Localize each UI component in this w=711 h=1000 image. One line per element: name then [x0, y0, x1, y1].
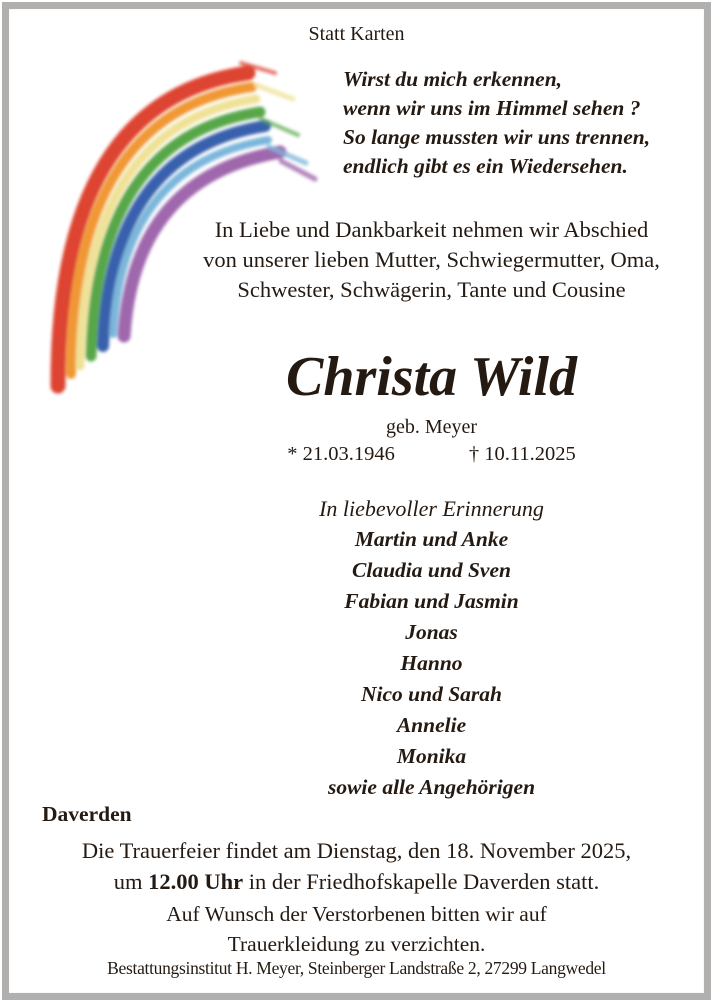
maiden-name: geb. Meyer: [385, 416, 478, 438]
service-info-line: [9, 866, 704, 897]
service-info: [9, 835, 704, 897]
farewell-intro: [159, 215, 704, 305]
deceased-name: Christa Wild: [285, 346, 578, 408]
service-time: 12.00 Uhr: [148, 869, 244, 894]
poem-line: wenn wir uns im Himmel sehen ?: [343, 96, 641, 120]
statt-karten-note: Statt Karten: [308, 23, 405, 45]
mourner-name: Fabian und Jasmin: [344, 589, 519, 613]
poem-line: endlich gibt es ein Wiedersehen.: [343, 154, 628, 178]
rainbow-streak-purple: [281, 161, 315, 179]
farewell-intro-line: Schwester, Schwägerin, Tante und Cousine: [237, 277, 626, 302]
life-dates: [159, 441, 704, 467]
mourner-name: Martin und Anke: [354, 527, 509, 551]
mourners-list: [159, 524, 704, 803]
poem-line: Wirst du mich erkennen,: [343, 67, 563, 91]
mourning-request-line: Trauerkleidung zu verzichten.: [227, 932, 486, 956]
mourner-name: Jonas: [405, 620, 458, 644]
mourning-request-line: Auf Wunsch der Verstorbenen bitten wir auf: [166, 902, 547, 926]
birth-date: * 21.03.1946: [287, 443, 395, 465]
service-place: in der Friedhofskapelle Daverden statt.: [243, 869, 600, 894]
death-date: † 10.11.2025: [468, 443, 576, 465]
memorial-poem: [343, 65, 650, 181]
memorial-heading: In liebevoller Erinnerung: [319, 496, 544, 521]
notice-frame: [2, 2, 711, 1000]
mourner-name: Claudia und Sven: [352, 558, 511, 582]
mourning-request: [9, 899, 704, 959]
location-label: Daverden: [42, 802, 132, 826]
mourner-name: sowie alle Angehörigen: [327, 775, 536, 799]
poem-line: So lange mussten wir uns trennen,: [343, 125, 651, 149]
mourner-name: Annelie: [396, 713, 467, 737]
mourner-name: Hanno: [400, 651, 463, 675]
funeral-home-line: Bestattungsinstitut H. Meyer, Steinberger Landstraße 2, 27299 Langwedel: [107, 958, 606, 978]
rainbow-streak-yellow: [256, 85, 293, 99]
mourner-name: Monika: [396, 744, 467, 768]
mourner-name: Nico und Sarah: [361, 682, 502, 706]
farewell-intro-line: von unserer lieben Mutter, Schwiegermutter, Oma,: [203, 247, 660, 272]
service-time-prefix: um: [113, 869, 149, 894]
farewell-intro-line: In Liebe und Dankbarkeit nehmen wir Abschied: [214, 217, 649, 242]
service-info-line: Die Trauerfeier findet am Dienstag, den 18. November 2025,: [81, 838, 632, 863]
